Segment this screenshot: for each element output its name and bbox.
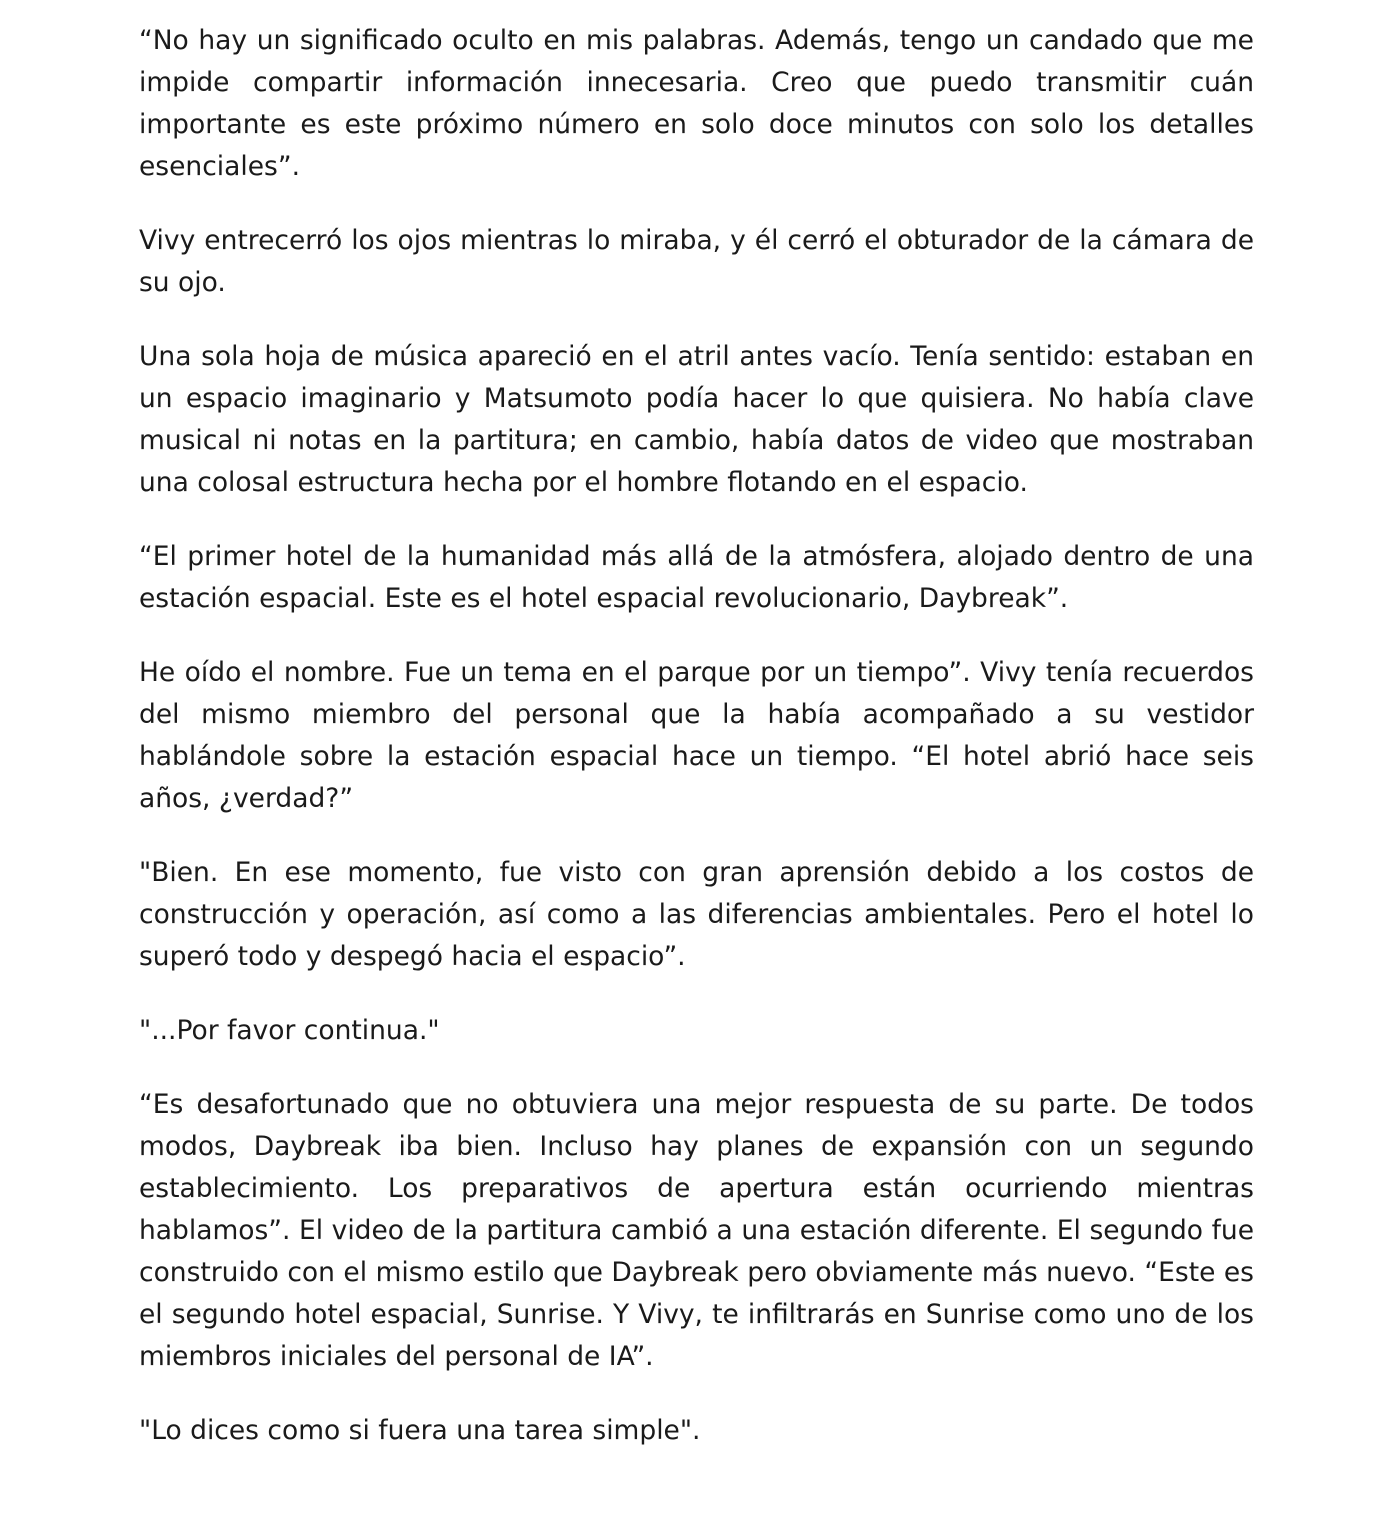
paragraph: “El primer hotel de la humanidad más allá de la atmósfera, alojado dentro de una estación espacial. Este es el hotel espacial revolucionario, Daybreak”. bbox=[139, 541, 1254, 614]
paragraph: Una sola hoja de música apareció en el atril antes vacío. Tenía sentido: estaban en un espacio imaginario y Matsumoto podía hacer lo que quisiera. No había clave musical ni notas en la partitura; en cambio, había datos de video que mostraban una colosal estructura hecha por el hombre flotando en el espacio. bbox=[139, 341, 1254, 498]
paragraph: “Es desafortunado que no obtuviera una mejor respuesta de su parte. De todos modos, Daybreak iba bien. Incluso hay planes de expansión con un segundo establecimiento. Los preparativos de apertura están ocurriendo mientras hablamos”. El video de la partitura cambió a una estación diferente. El segundo fue construido con el mismo estilo que Daybreak pero obviamente más nuevo. “Este es el segundo hotel espacial, Sunrise. Y Vivy, te infiltrarás en Sunrise como uno de los miembros iniciales del personal de IA”. bbox=[139, 1089, 1254, 1372]
paragraph: He oído el nombre. Fue un tema en el parque por un tiempo”. Vivy tenía recuerdos del mismo miembro del personal que la había acompañado a su vestidor hablándole sobre la estación espacial hace un tiempo. “El hotel abrió hace seis años, ¿verdad?” bbox=[139, 657, 1254, 814]
paragraph: “No hay un significado oculto en mis palabras. Además, tengo un candado que me impide compartir información innecesaria. Creo que puedo transmitir cuán importante es este próximo número en solo doce minutos con solo los detalles esenciales”. bbox=[139, 25, 1254, 182]
paragraph: "Lo dices como si fuera una tarea simple". bbox=[139, 1415, 701, 1446]
paragraph: Vivy entrecerró los ojos mientras lo miraba, y él cerró el obturador de la cámara de su ojo. bbox=[139, 225, 1254, 298]
paragraph: "...Por favor continua." bbox=[139, 1015, 440, 1046]
document-body bbox=[139, 20, 1254, 1484]
paragraph: "Bien. En ese momento, fue visto con gran aprensión debido a los costos de construcción y operación, así como a las diferencias ambientales. Pero el hotel lo superó todo y despegó hacia el espacio”. bbox=[139, 857, 1254, 972]
